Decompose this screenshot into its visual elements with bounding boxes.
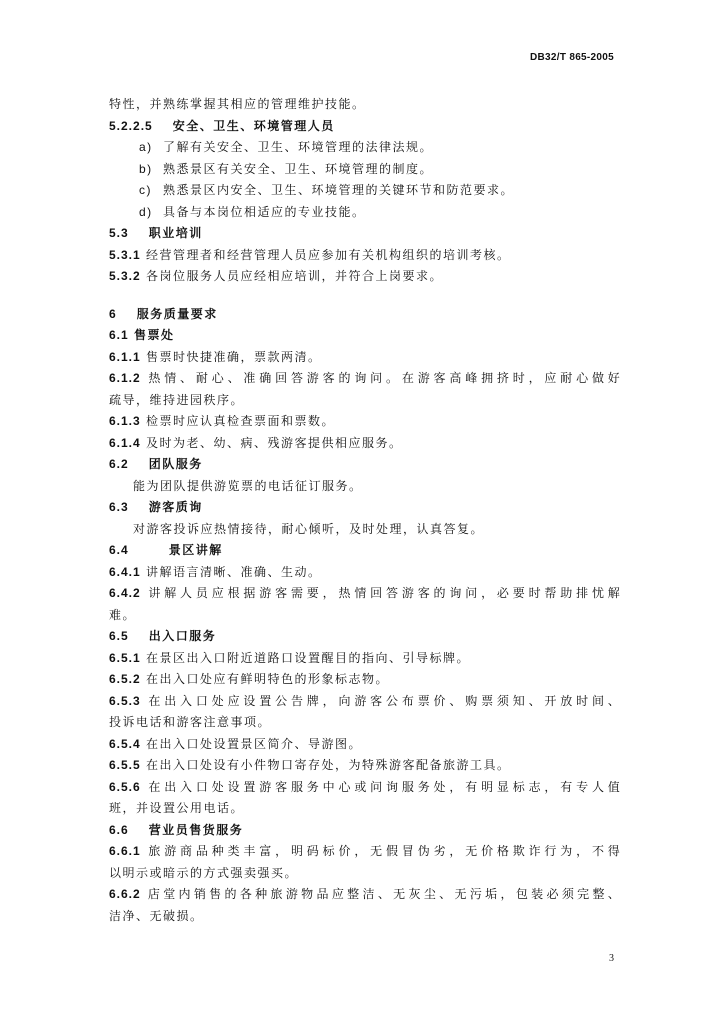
clause-6-5-4: 6.5.4 在出入口处设置景区简介、导游图。 [109, 736, 363, 751]
clause-6-5-1: 6.5.1 在景区出入口附近道路口设置醒目的指向、引导标牌。 [109, 650, 471, 665]
clause-6-6-1: 6.6.1 旅游商品种类丰富，明码标价，无假冒伪劣，无价格欺诈行为，不得 [109, 844, 622, 858]
clause-6-6-2: 6.6.2 店堂内销售的各种旅游物品应整洁、无灰尘、无污垢，包装必须完整、 [109, 887, 622, 901]
section-heading-6-1: 6.1 售票处 [109, 328, 175, 342]
clause-6-5-3-continued: 投诉电话和游客注意事项。 [109, 715, 272, 729]
clause-5-3-2: 5.3.2 各岗位服务人员应经相应培训，并符合上岗要求。 [109, 269, 444, 283]
clause-6-1-1: 6.1.1 售票时快捷准确，票款两清。 [109, 349, 322, 364]
clause-6-5-3: 6.5.3 在出入口处应设置公告牌，向游客公布票价、购票须知、开放时间、 [109, 693, 622, 708]
section-heading-5-2-2-5: 5.2.2.5 安全、卫生、环境管理人员 [109, 118, 335, 133]
section-heading-6-4: 6.4 景区讲解 [109, 543, 223, 557]
section-spacer [109, 288, 621, 304]
list-item-b: b) 熟悉景区有关安全、卫生、环境管理的制度。 [139, 161, 434, 176]
clause-6-6-2-continued: 洁净、无破损。 [109, 908, 204, 923]
clause-6-1-2: 6.1.2 热情、耐心、准确回答游客的询问。在游客高峰拥挤时，应耐心做好 [109, 371, 622, 385]
list-item-a: a) 了解有关安全、卫生、环境管理的法律法规。 [139, 140, 434, 154]
clause-6-1-4: 6.1.4 及时为老、幼、病、残游客提供相应服务。 [109, 435, 403, 450]
document-code: DB32/T 865-2005 [530, 52, 614, 63]
clause-6-5-6-continued: 班，并设置公用电话。 [109, 801, 245, 815]
paragraph-line: 特性，并熟练掌握其相应的管理维护技能。 [109, 97, 366, 111]
clause-6-4-1: 6.4.1 讲解语言清晰、准确、生动。 [109, 564, 322, 579]
clause-6-1-2-continued: 疏导，维持进园秩序。 [109, 392, 245, 407]
page-number: 3 [609, 953, 614, 964]
clause-6-4-2: 6.4.2 讲解人员应根据游客需要，热情回答游客的询问，必要时帮助排忧解 [109, 586, 622, 600]
section-heading-6-6: 6.6 营业员售货服务 [109, 822, 244, 837]
section-heading-6-5: 6.5 出入口服务 [109, 629, 217, 643]
section-heading-5-3: 5.3 职业培训 [109, 226, 203, 240]
clause-6-6-1-continued: 以明示或暗示的方式强卖强买。 [109, 865, 299, 880]
clause-6-5-2: 6.5.2 在出入口处应有鲜明特色的形象标志物。 [109, 672, 390, 686]
clause-6-5-5: 6.5.5 在出入口处设有小件物口寄存处，为特殊游客配备旅游工具。 [109, 758, 511, 772]
document-body [109, 94, 621, 927]
list-item-c: c) 熟悉景区内安全、卫生、环境管理的关键环节和防范要求。 [139, 183, 515, 197]
clause-6-1-3: 6.1.3 检票时应认真检查票面和票数。 [109, 414, 336, 428]
clause-6-3-text: 对游客投诉应热情接待，耐心倾听，及时处理，认真答复。 [133, 521, 485, 536]
section-heading-6-2: 6.2 团队服务 [109, 457, 203, 471]
clause-6-2-text: 能为团队提供游览票的电话征订服务。 [133, 478, 363, 493]
list-item-d: d) 具备与本岗位相适应的专业技能。 [139, 204, 366, 219]
clause-5-3-1: 5.3.1 经营管理者和经营管理人员应参加有关机构组织的培训考核。 [109, 247, 511, 262]
section-heading-6-3: 6.3 游客质询 [109, 500, 203, 514]
section-heading-6: 6 服务质量要求 [109, 306, 218, 321]
clause-6-4-2-continued: 难。 [109, 607, 137, 622]
clause-6-5-6: 6.5.6 在出入口处设置游客服务中心或问询服务处，有明显标志，有专人值 [109, 779, 622, 794]
